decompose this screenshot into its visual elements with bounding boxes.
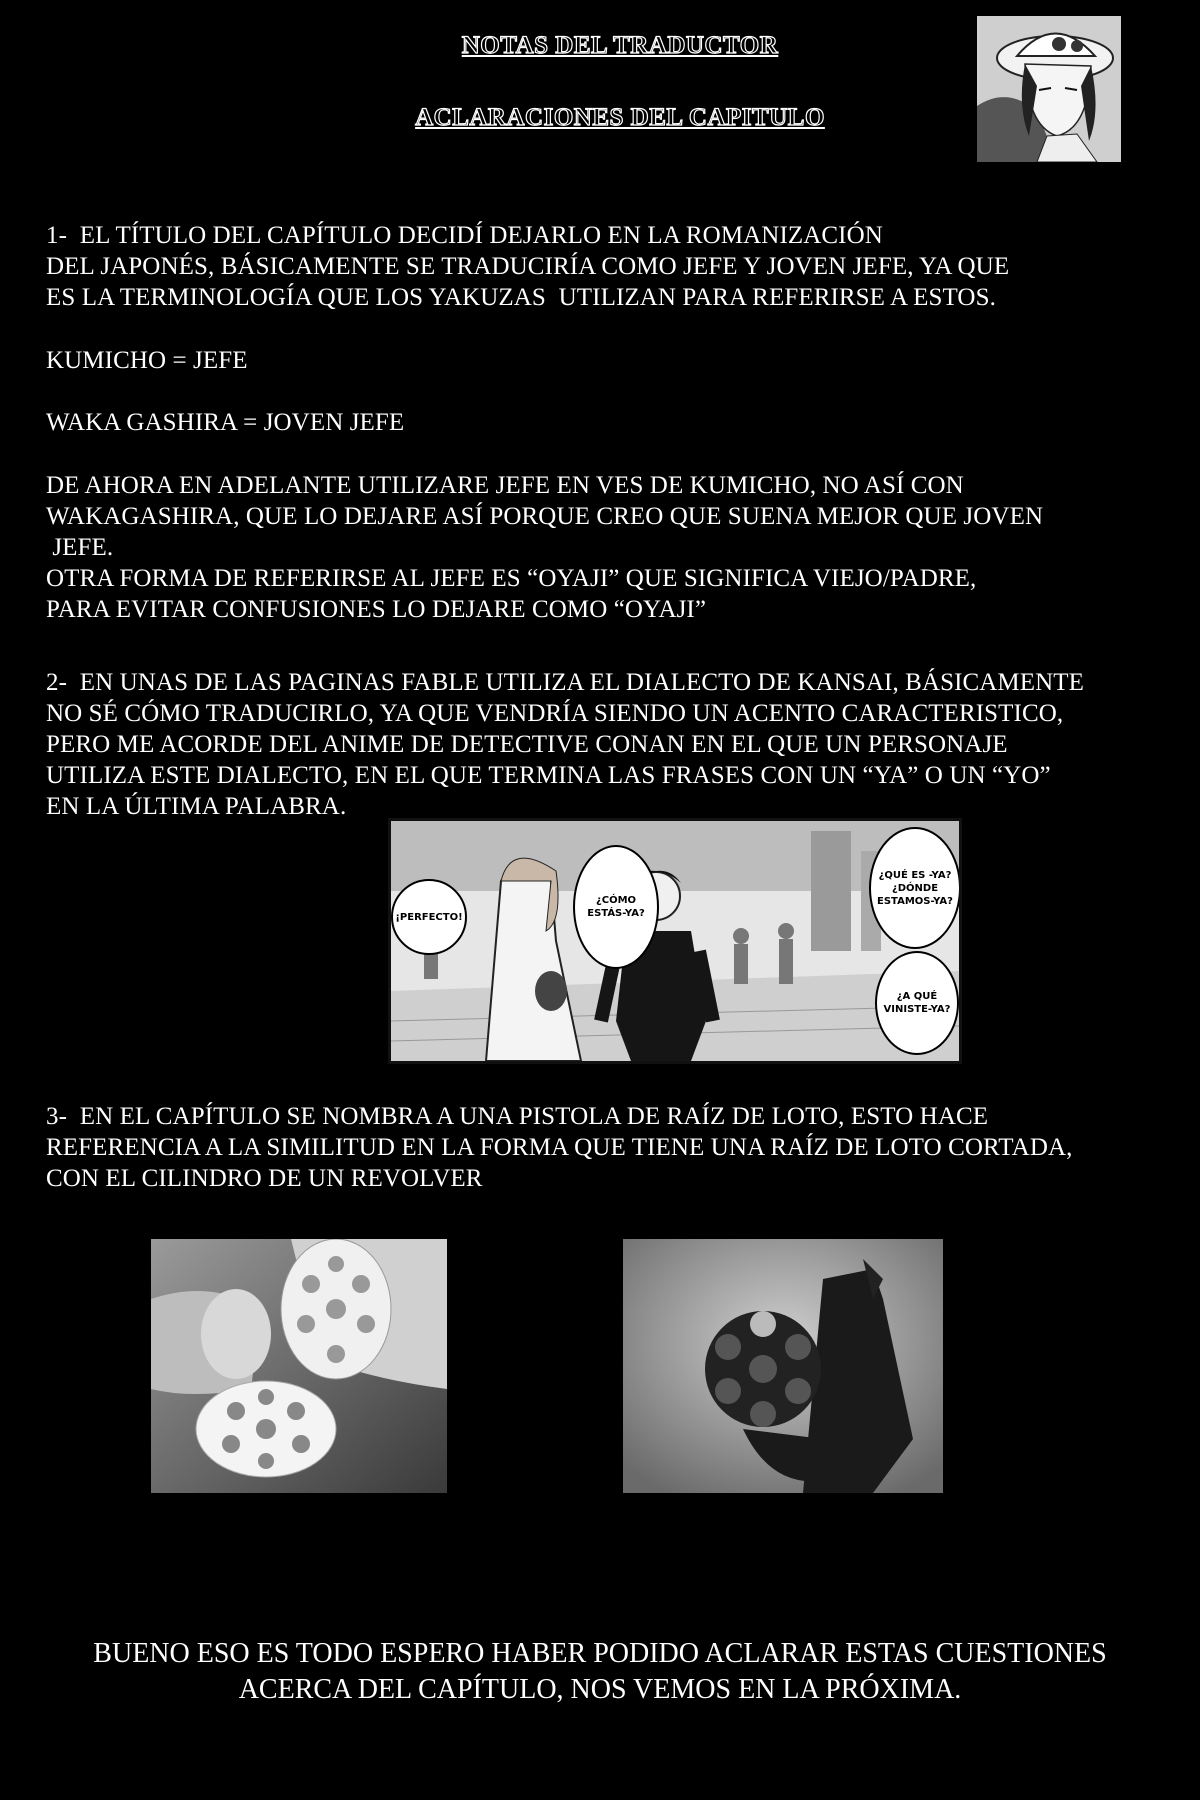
page-title: NOTAS DEL TRADUCTOR (461, 32, 779, 59)
note2-line-2: NO SÉ CÓMO TRADUCIRLO, YA QUE VENDRÍA SIENDO UN ACENTO CARACTERISTICO, (46, 700, 1064, 727)
speech-bubble-que-es: ¿QUÉ ES -YA? ¿DÓNDE ESTAMOS-YA? (869, 827, 961, 949)
note2-line-3: PERO ME ACORDE DEL ANIME DE DETECTIVE CONAN EN EL QUE UN PERSONAJE (46, 731, 1008, 758)
speech-bubble-a-que-viniste: ¿A QUÉ VINISTE-YA? (875, 951, 959, 1055)
note1-line-1: 1- EL TÍTULO DEL CAPÍTULO DECIDÍ DEJARLO EN LA ROMANIZACIÓN (46, 222, 883, 249)
note1-line-2: DEL JAPONÉS, BÁSICAMENTE SE TRADUCIRÍA COMO JEFE Y JOVEN JEFE, YA QUE (46, 253, 1010, 280)
note3-line-3: CON EL CILINDRO DE UN REVOLVER (46, 1165, 483, 1192)
closing-line-1: BUENO ESO ES TODO ESPERO HABER PODIDO ACLARAR ESTAS CUESTIONES (93, 1638, 1107, 1669)
note2-line-5: EN LA ÚLTIMA PALABRA. (46, 793, 347, 820)
note1-extra-1: DE AHORA EN ADELANTE UTILIZARE JEFE EN VES DE KUMICHO, NO ASÍ CON (46, 472, 964, 499)
note1-extra-3: JEFE. (46, 534, 114, 561)
definition-kumicho: KUMICHO = JEFE (46, 347, 248, 374)
speech-bubble-perfecto: ¡PERFECTO! (391, 879, 467, 955)
lotus-root-photo (151, 1239, 447, 1493)
definition-wakagashira: WAKA GASHIRA = JOVEN JEFE (46, 409, 405, 436)
revolver-photo (623, 1239, 943, 1493)
note1-line-3: ES LA TERMINOLOGÍA QUE LOS YAKUZAS UTILIZAN PARA REFERIRSE A ESTOS. (46, 284, 996, 311)
note1-extra-5: PARA EVITAR CONFUSIONES LO DEJARE COMO “OYAJI” (46, 596, 707, 623)
character-portrait (977, 16, 1121, 162)
note2-line-1: 2- EN UNAS DE LAS PAGINAS FABLE UTILIZA EL DIALECTO DE KANSAI, BÁSICAMENTE (46, 669, 1085, 696)
note1-extra-4: OTRA FORMA DE REFERIRSE AL JEFE ES “OYAJI” QUE SIGNIFICA VIEJO/PADRE, (46, 565, 977, 592)
note3-line-1: 3- EN EL CAPÍTULO SE NOMBRA A UNA PISTOLA DE RAÍZ DE LOTO, ESTO HACE (46, 1103, 989, 1130)
note3-line-2: REFERENCIA A LA SIMILITUD EN LA FORMA QUE TIENE UNA RAÍZ DE LOTO CORTADA, (46, 1134, 1073, 1161)
closing-line-2: ACERCA DEL CAPÍTULO, NOS VEMOS EN LA PRÓXIMA. (238, 1674, 962, 1705)
manga-panel-image (388, 818, 962, 1064)
note1-extra-2: WAKAGASHIRA, QUE LO DEJARE ASÍ PORQUE CREO QUE SUENA MEJOR QUE JOVEN (46, 503, 1044, 530)
speech-bubble-como-estas: ¿CÓMO ESTÁS-YA? (573, 845, 659, 969)
note2-line-4: UTILIZA ESTE DIALECTO, EN EL QUE TERMINA LAS FRASES CON UN “YA” O UN “YO” (46, 762, 1051, 789)
page-subtitle: ACLARACIONES DEL CAPITULO (415, 104, 825, 131)
